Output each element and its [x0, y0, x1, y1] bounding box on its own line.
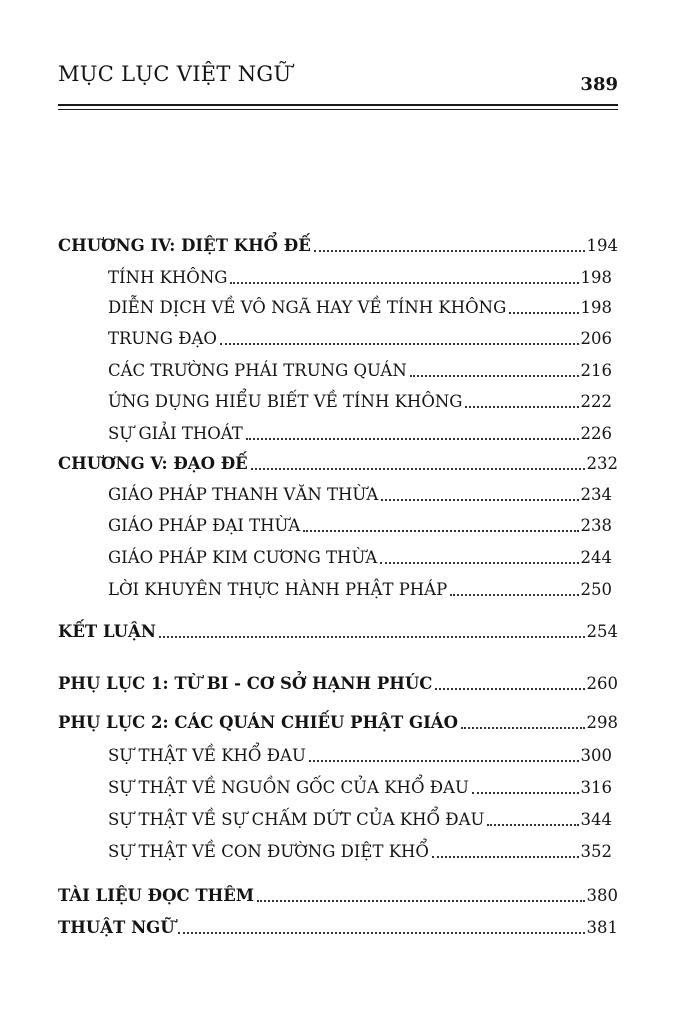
toc-dot-leader — [432, 856, 579, 858]
toc-entry — [108, 745, 612, 767]
toc-entry-page: 198 — [580, 268, 612, 287]
toc-dot-leader — [461, 727, 585, 729]
toc-dot-leader — [159, 636, 585, 638]
toc-entry-title: TRUNG ĐẠO — [108, 329, 217, 348]
toc-entry-page: 380 — [586, 886, 618, 905]
toc-dot-leader — [410, 375, 579, 377]
toc-entry — [58, 712, 618, 734]
toc-entry-page: 198 — [580, 298, 612, 317]
toc-entry-page: 250 — [580, 580, 612, 599]
toc-dot-leader — [380, 562, 578, 564]
toc-entry-page: 216 — [580, 361, 612, 380]
toc-dot-leader — [230, 282, 578, 284]
toc-entry — [58, 673, 618, 695]
toc-entry — [108, 423, 612, 445]
toc-entry-title: GIÁO PHÁP THANH VĂN THỪA — [108, 485, 379, 504]
toc-dot-leader — [220, 343, 579, 345]
toc-entry-page: 298 — [586, 713, 618, 732]
toc-dot-leader — [257, 900, 584, 902]
toc-entry-title: GIÁO PHÁP KIM CƯƠNG THỪA — [108, 548, 378, 567]
toc-entry — [58, 453, 618, 475]
toc-entry — [108, 515, 612, 537]
page-number: 389 — [580, 74, 618, 95]
toc-dot-leader — [178, 932, 585, 934]
toc-entry — [108, 777, 612, 799]
toc-entry-title: SỰ THẬT VỀ NGUỒN GỐC CỦA KHỔ ĐAU — [108, 778, 469, 797]
toc-entry-title: KẾT LUẬN — [58, 622, 156, 641]
toc-entry — [58, 885, 618, 907]
toc-entry-title: PHỤ LỤC 1: TỪ BI - CƠ SỞ HẠNH PHÚC — [58, 674, 433, 693]
toc-entry-title: LỜI KHUYÊN THỰC HÀNH PHẬT PHÁP — [108, 580, 448, 599]
toc-entry — [108, 547, 612, 569]
toc-entry-page: 300 — [580, 746, 612, 765]
toc-dot-leader — [465, 406, 578, 408]
toc-entry-title: CHƯƠNG IV: DIỆT KHỔ ĐẾ — [58, 236, 311, 255]
toc-entry-page: 194 — [586, 236, 618, 255]
page-header — [58, 50, 618, 102]
toc-dot-leader — [314, 250, 585, 252]
page-title: MỤC LỤC VIỆT NGỮ — [58, 62, 292, 86]
toc-entry-title: CHƯƠNG V: ĐẠO ĐẾ — [58, 454, 248, 473]
toc-entry-title: SỰ THẬT VỀ KHỔ ĐAU — [108, 746, 306, 765]
toc-entry-title: THUẬT NGỮ — [58, 918, 175, 937]
toc-entry-title: CÁC TRƯỜNG PHÁI TRUNG QUÁN — [108, 361, 407, 380]
toc-entry-page: 234 — [580, 485, 612, 504]
toc-entry — [58, 621, 618, 643]
toc-entry — [108, 579, 612, 601]
toc-entry-title: SỰ THẬT VỀ CON ĐƯỜNG DIỆT KHỔ — [108, 842, 429, 861]
toc-entry-page: 316 — [580, 778, 612, 797]
toc-entry-title: GIÁO PHÁP ĐẠI THỪA — [108, 516, 301, 535]
toc-entry-page: 238 — [580, 516, 612, 535]
toc-entry-title: DIỄN DỊCH VỀ VÔ NGÃ HAY VỀ TÍNH KHÔNG — [108, 298, 507, 317]
toc-entry-page: 381 — [586, 918, 618, 937]
toc-dot-leader — [303, 530, 578, 532]
toc-entry-title: TÀI LIỆU ĐỌC THÊM — [58, 886, 255, 905]
toc-entry-page: 244 — [580, 548, 612, 567]
toc-dot-leader — [450, 594, 578, 596]
toc-dot-leader — [509, 312, 578, 314]
toc-entry — [108, 328, 612, 350]
toc-entry-title: SỰ GIẢI THOÁT — [108, 424, 243, 443]
header-rule-thin — [58, 109, 618, 110]
toc-dot-leader — [487, 824, 578, 826]
toc-entry — [58, 917, 618, 939]
toc-entry-title: ỨNG DỤNG HIỂU BIẾT VỀ TÍNH KHÔNG — [108, 392, 463, 411]
toc-entry — [108, 841, 612, 863]
toc-entry-page: 254 — [586, 622, 618, 641]
toc-entry-page: 260 — [586, 674, 618, 693]
toc-entry-page: 222 — [580, 392, 612, 411]
toc-entry — [108, 360, 612, 382]
toc-entry — [108, 391, 612, 413]
toc-entry-page: 226 — [580, 424, 612, 443]
toc-dot-leader — [309, 760, 579, 762]
toc-entry-title: SỰ THẬT VỀ SỰ CHẤM DỨT CỦA KHỔ ĐAU — [108, 810, 485, 829]
toc-dot-leader — [472, 792, 579, 794]
toc-entry-page: 344 — [580, 810, 612, 829]
toc-entry-page: 352 — [580, 842, 612, 861]
toc-dot-leader — [251, 468, 585, 470]
toc-entry-page: 232 — [586, 454, 618, 473]
toc-entry-page: 206 — [580, 329, 612, 348]
toc-entry — [108, 484, 612, 506]
header-rule-thick — [58, 104, 618, 106]
toc-dot-leader — [435, 688, 584, 690]
toc-entry — [108, 297, 612, 319]
toc-dot-leader — [246, 438, 579, 440]
toc-entry — [108, 267, 612, 289]
toc-entry-title: PHỤ LỤC 2: CÁC QUÁN CHIẾU PHẬT GIÁO — [58, 713, 458, 732]
toc-entry — [58, 235, 618, 257]
toc-entry — [108, 809, 612, 831]
toc-entry-title: TÍNH KHÔNG — [108, 268, 228, 287]
toc-dot-leader — [381, 499, 578, 501]
